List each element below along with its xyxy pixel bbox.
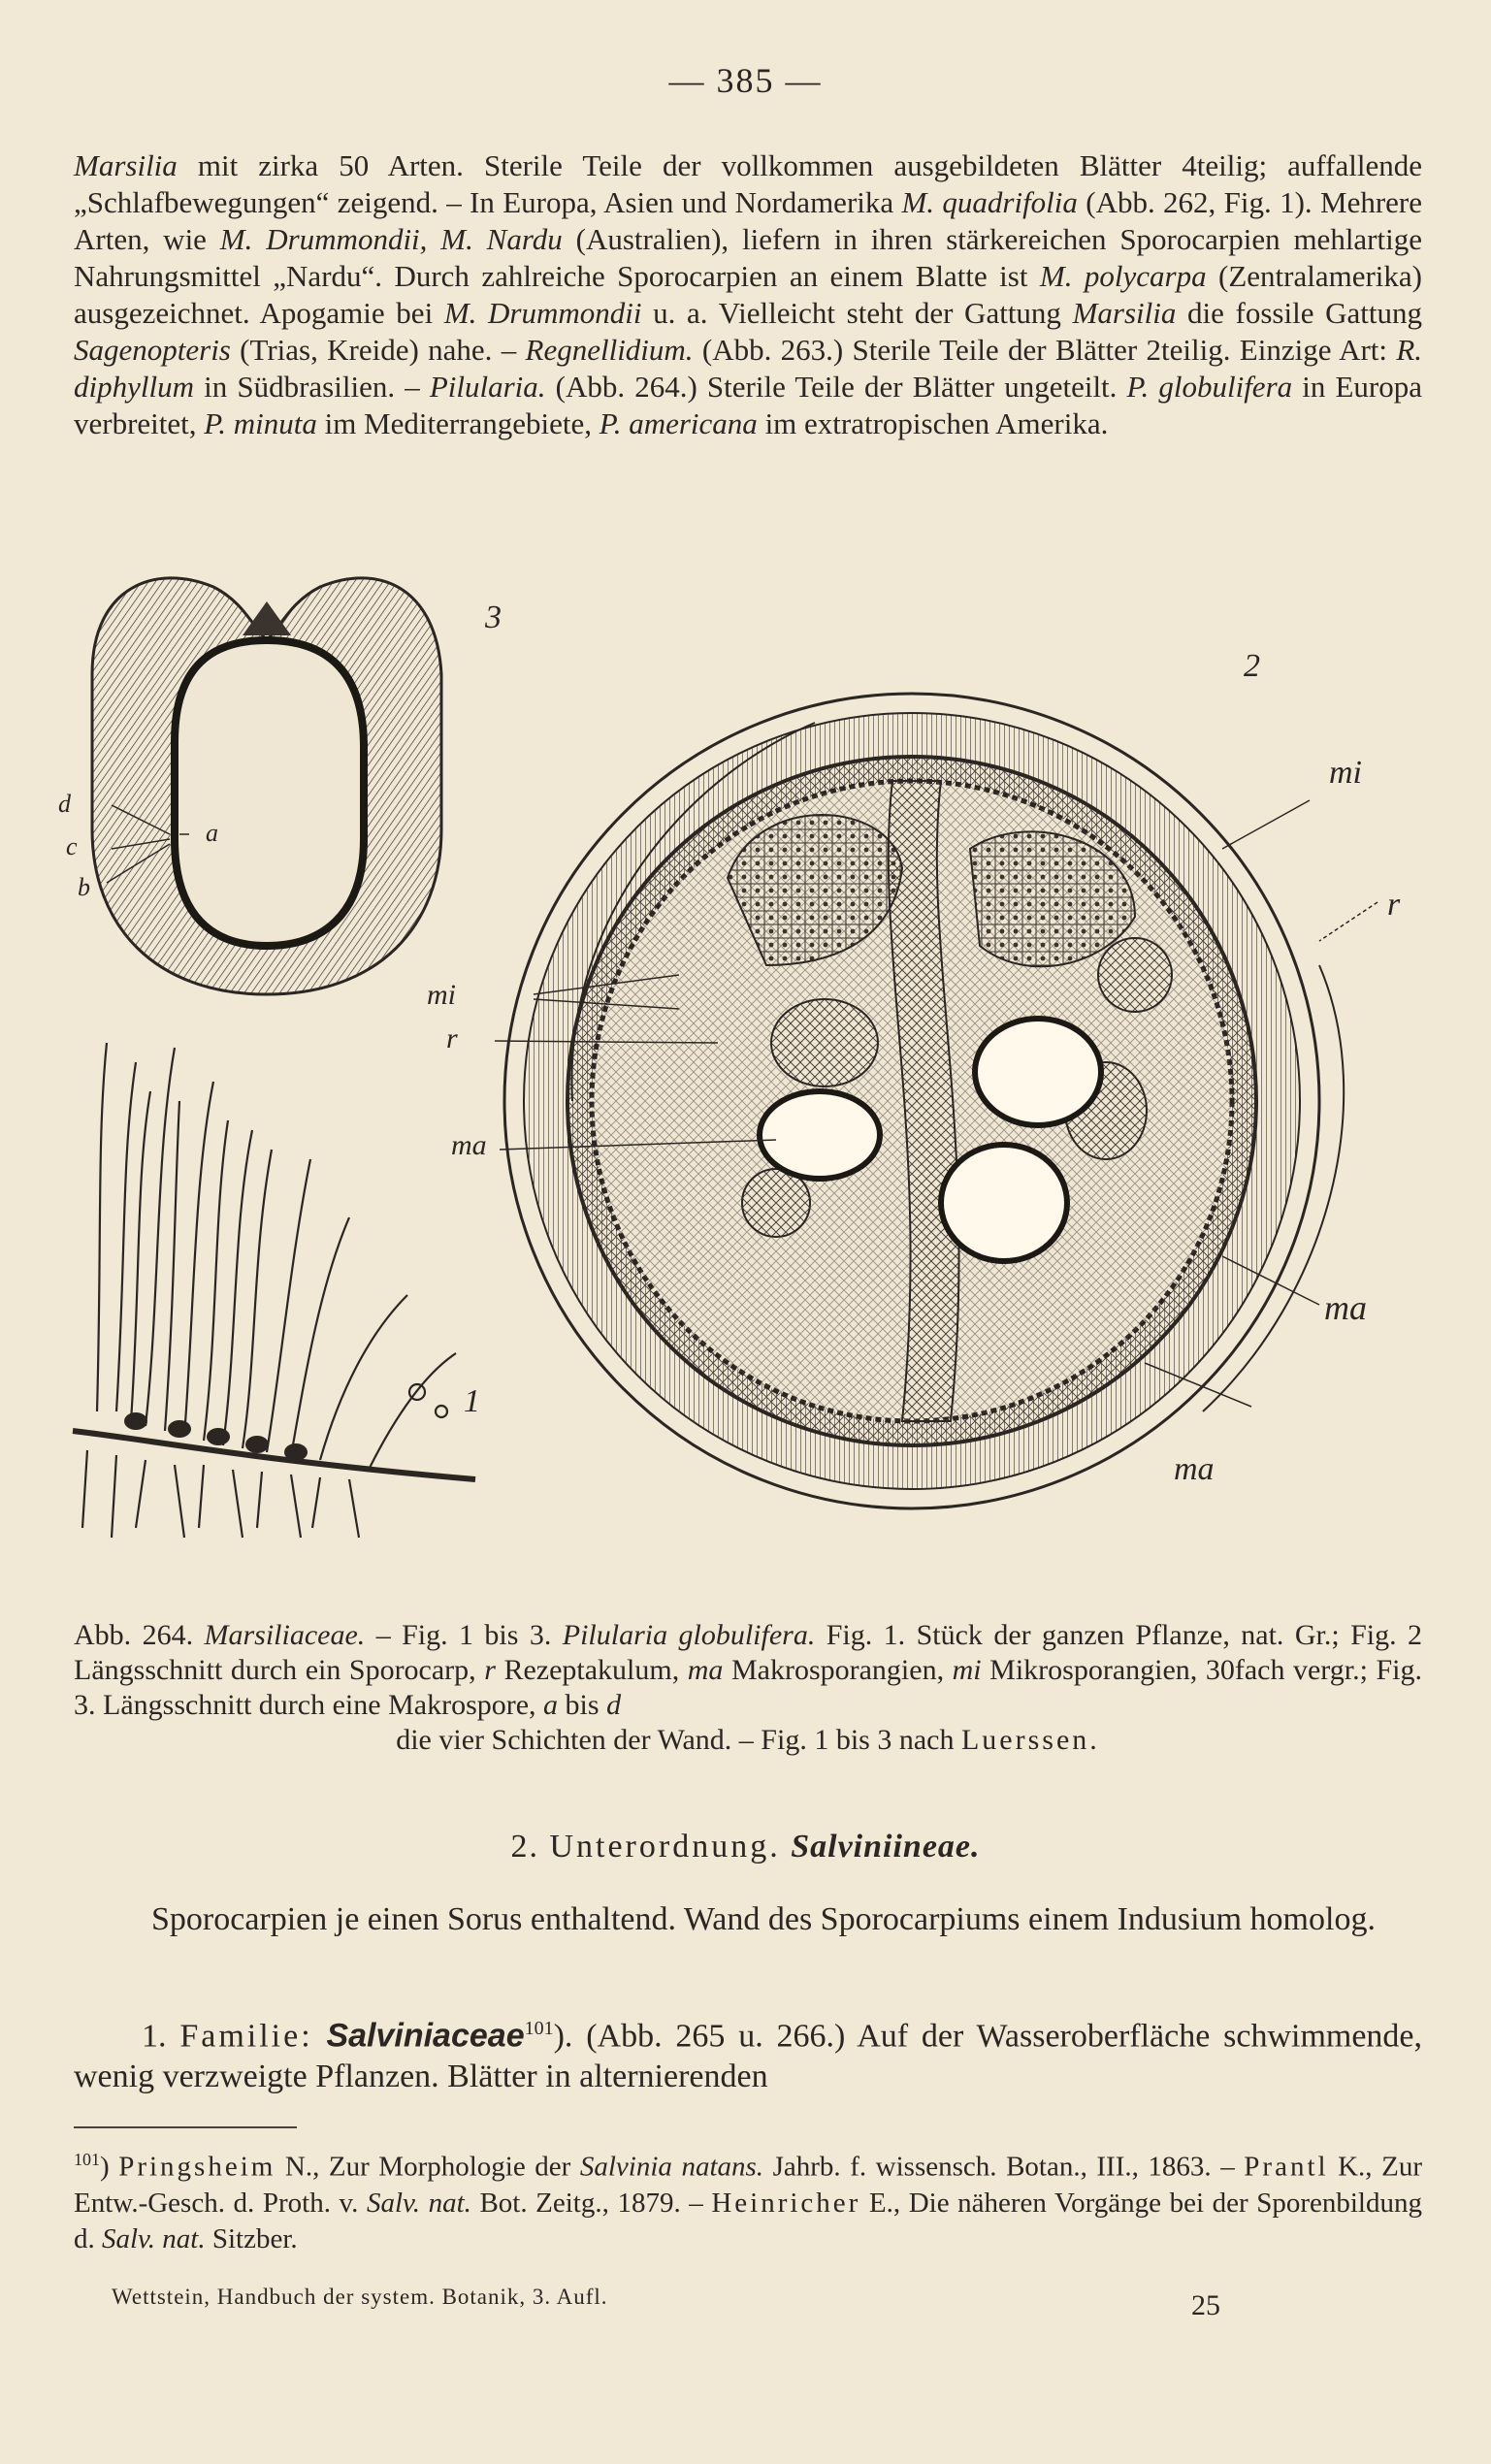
taxon-name: Regnellidium. bbox=[525, 333, 694, 367]
family-paragraph bbox=[74, 2008, 1422, 2097]
fig3-label: 3 bbox=[485, 600, 502, 635]
taxon-name: M. polycarpa bbox=[1039, 259, 1207, 293]
taxon-name: P. globulifera bbox=[1126, 370, 1293, 404]
family-word: Familie: bbox=[179, 2018, 313, 2055]
footnote-author: Pringsheim bbox=[118, 2151, 276, 2183]
text-run: in Südbrasilien. – bbox=[194, 370, 430, 404]
footnote-taxon: Salv. nat. bbox=[102, 2222, 206, 2254]
caption-abbrev: mi bbox=[952, 1654, 982, 1686]
text-run: die fossile Gattung bbox=[1176, 296, 1422, 330]
text-run: (Zentralamerika) ausgezeichnet. Apogamie bei bbox=[74, 259, 1422, 330]
fig2-sporocarp bbox=[504, 694, 1344, 1508]
footnote-run: Bot. Zeitg., 1879. – bbox=[470, 2187, 712, 2219]
caption-run: – Fig. 1 bis 3. bbox=[365, 1619, 563, 1651]
heading-number: 2. bbox=[510, 1829, 550, 1864]
label-b: b bbox=[78, 873, 90, 901]
footnote-number: 101 bbox=[74, 2150, 100, 2169]
label-mi-left: mi bbox=[427, 979, 456, 1011]
text-run: in Europa verbreitet, bbox=[74, 370, 1423, 440]
footnote-run: K., Zur Entw.-Gesch. d. Proth. v. bbox=[74, 2151, 1422, 2219]
footnote-rule bbox=[74, 2126, 297, 2128]
caption-author: Luerssen. bbox=[960, 1724, 1100, 1756]
footnote-taxon: Salv. nat. bbox=[366, 2187, 471, 2219]
suborder-description: Sporocarpien je einen Sorus enthaltend. Wand des Sporocarpiums einem Indusium homolog. bbox=[151, 1901, 1376, 1937]
intro-paragraph bbox=[74, 147, 1422, 442]
footnote-taxon: Salvinia natans. bbox=[579, 2151, 764, 2183]
figure-caption bbox=[74, 1618, 1422, 1758]
label-r-right: r bbox=[1387, 887, 1401, 923]
taxon-name: M. Drummondii bbox=[443, 296, 642, 330]
caption-abbrev: d bbox=[606, 1689, 622, 1721]
caption-run: Rezeptakulum, bbox=[495, 1654, 688, 1686]
caption-abbrev: ma bbox=[687, 1654, 724, 1686]
footnote-run: N., Zur Morphologie der bbox=[276, 2151, 580, 2183]
text-run: (Abb. 263.) Sterile Teile der Blätter 2teilig. Einzige Art: bbox=[693, 333, 1397, 367]
text-run: (Australien), liefern in ihren stärkereichen Sporocarpien mehlartige Nahrungsmittel „Nardu“. Durch zahlreiche Sporocarpien an einem Blatte ist bbox=[74, 222, 1422, 293]
text-run: mit zirka 50 Arten. Sterile Teile der vollkommen ausgebildeten Blätter 4teilig; auffallende „Schlafbewegungen“ zeigend. – In Europa, Asien und Nordamerika bbox=[74, 148, 1422, 219]
caption-run: Mikrosporangien, 30fach vergr.; Fig. 3. Längsschnitt durch eine Makrospore, bbox=[74, 1654, 1422, 1721]
caption-last-line bbox=[74, 1723, 1422, 1758]
caption-run: Makrosporangien, bbox=[723, 1654, 953, 1686]
fig1-plant bbox=[73, 1043, 475, 1538]
signature-number: 25 bbox=[1191, 2289, 1220, 2321]
section-heading bbox=[0, 1829, 1491, 1865]
footnote bbox=[74, 2142, 1422, 2257]
label-ma-left: ma bbox=[451, 1129, 487, 1161]
fig2-label: 2 bbox=[1244, 648, 1260, 684]
text-run: u. a. Vielleicht steht der Gattung bbox=[641, 296, 1073, 330]
text-run: im extratropischen Amerika. bbox=[757, 406, 1109, 440]
family-name: Salviniaceae bbox=[326, 2017, 525, 2055]
taxon-name: Sagenopteris bbox=[74, 333, 231, 367]
caption-abbrev: r bbox=[484, 1654, 496, 1686]
fig1-label: 1 bbox=[464, 1383, 480, 1419]
text-run: (Abb. 262, Fig. 1). Mehrere Arten, wie bbox=[74, 185, 1422, 256]
label-ma-bottom: ma bbox=[1174, 1451, 1215, 1487]
running-footer: Wettstein, Handbuch der system. Botanik, 3. Aufl. bbox=[112, 2285, 608, 2309]
taxon-name: Marsilia bbox=[74, 148, 178, 182]
caption-abbrev: a bbox=[543, 1689, 559, 1721]
caption-run: Abb. 264. bbox=[74, 1619, 205, 1651]
fig3-macrospore bbox=[92, 578, 441, 994]
text-run: im Mediterrangebiete, bbox=[316, 406, 600, 440]
footnote-ref: 101 bbox=[524, 2018, 554, 2039]
taxon-name: R. diphyllum bbox=[74, 333, 1422, 404]
label-a: a bbox=[206, 819, 218, 847]
caption-run: Fig. 1. Stück der ganzen Pflanze, nat. Gr.; Fig. 2 Längsschnitt durch ein Sporocarp, bbox=[74, 1619, 1422, 1686]
botanical-illustration bbox=[58, 558, 1436, 1576]
family-number: 1. bbox=[142, 2018, 180, 2055]
taxon-name: Marsilia bbox=[1072, 296, 1177, 330]
footnote-run: ) bbox=[100, 2151, 119, 2183]
footnote-run: E., Die näheren Vorgänge bei der Sporenbildung d. bbox=[74, 2187, 1422, 2254]
heading-taxon: Salviniineae. bbox=[791, 1829, 981, 1864]
label-c: c bbox=[66, 832, 78, 860]
footnote-author: Heinricher bbox=[711, 2187, 861, 2219]
taxon-name: P. minuta bbox=[204, 406, 317, 440]
label-ma-right: ma bbox=[1324, 1288, 1367, 1327]
footnote-author: Prantl bbox=[1244, 2151, 1329, 2183]
caption-taxon: Pilularia globulifera. bbox=[562, 1619, 816, 1651]
taxon-name: Pilularia. bbox=[429, 370, 546, 404]
page-number: — 385 — bbox=[668, 61, 823, 100]
taxon-name: P. americana bbox=[599, 406, 758, 440]
label-d: d bbox=[58, 790, 71, 818]
text-run: (Abb. 264.) Sterile Teile der Blätter ungeteilt. bbox=[545, 370, 1127, 404]
caption-run: bis bbox=[558, 1689, 607, 1721]
footnote-run: Jahrb. f. wissensch. Botan., III., 1863. – bbox=[763, 2151, 1245, 2183]
taxon-name: M. Drummondii, M. Nardu bbox=[219, 222, 563, 256]
heading-word: Unterordnung. bbox=[549, 1829, 781, 1864]
text-run: (Trias, Kreide) nahe. – bbox=[230, 333, 526, 367]
label-r-left: r bbox=[446, 1022, 458, 1054]
label-mi-right: mi bbox=[1329, 755, 1362, 791]
caption-run: die vier Schichten der Wand. – Fig. 1 bis 3 nach bbox=[396, 1724, 961, 1756]
footnote-run: Sitzber. bbox=[205, 2222, 298, 2254]
family-text: ). (Abb. 265 u. 266.) Auf der Wasseroberfläche schwimmende, wenig verzweigte Pflanzen. Blätter in alternierenden bbox=[74, 2018, 1423, 2095]
taxon-name: M. quadrifolia bbox=[901, 185, 1078, 219]
caption-taxon: Marsiliaceae. bbox=[204, 1619, 366, 1651]
